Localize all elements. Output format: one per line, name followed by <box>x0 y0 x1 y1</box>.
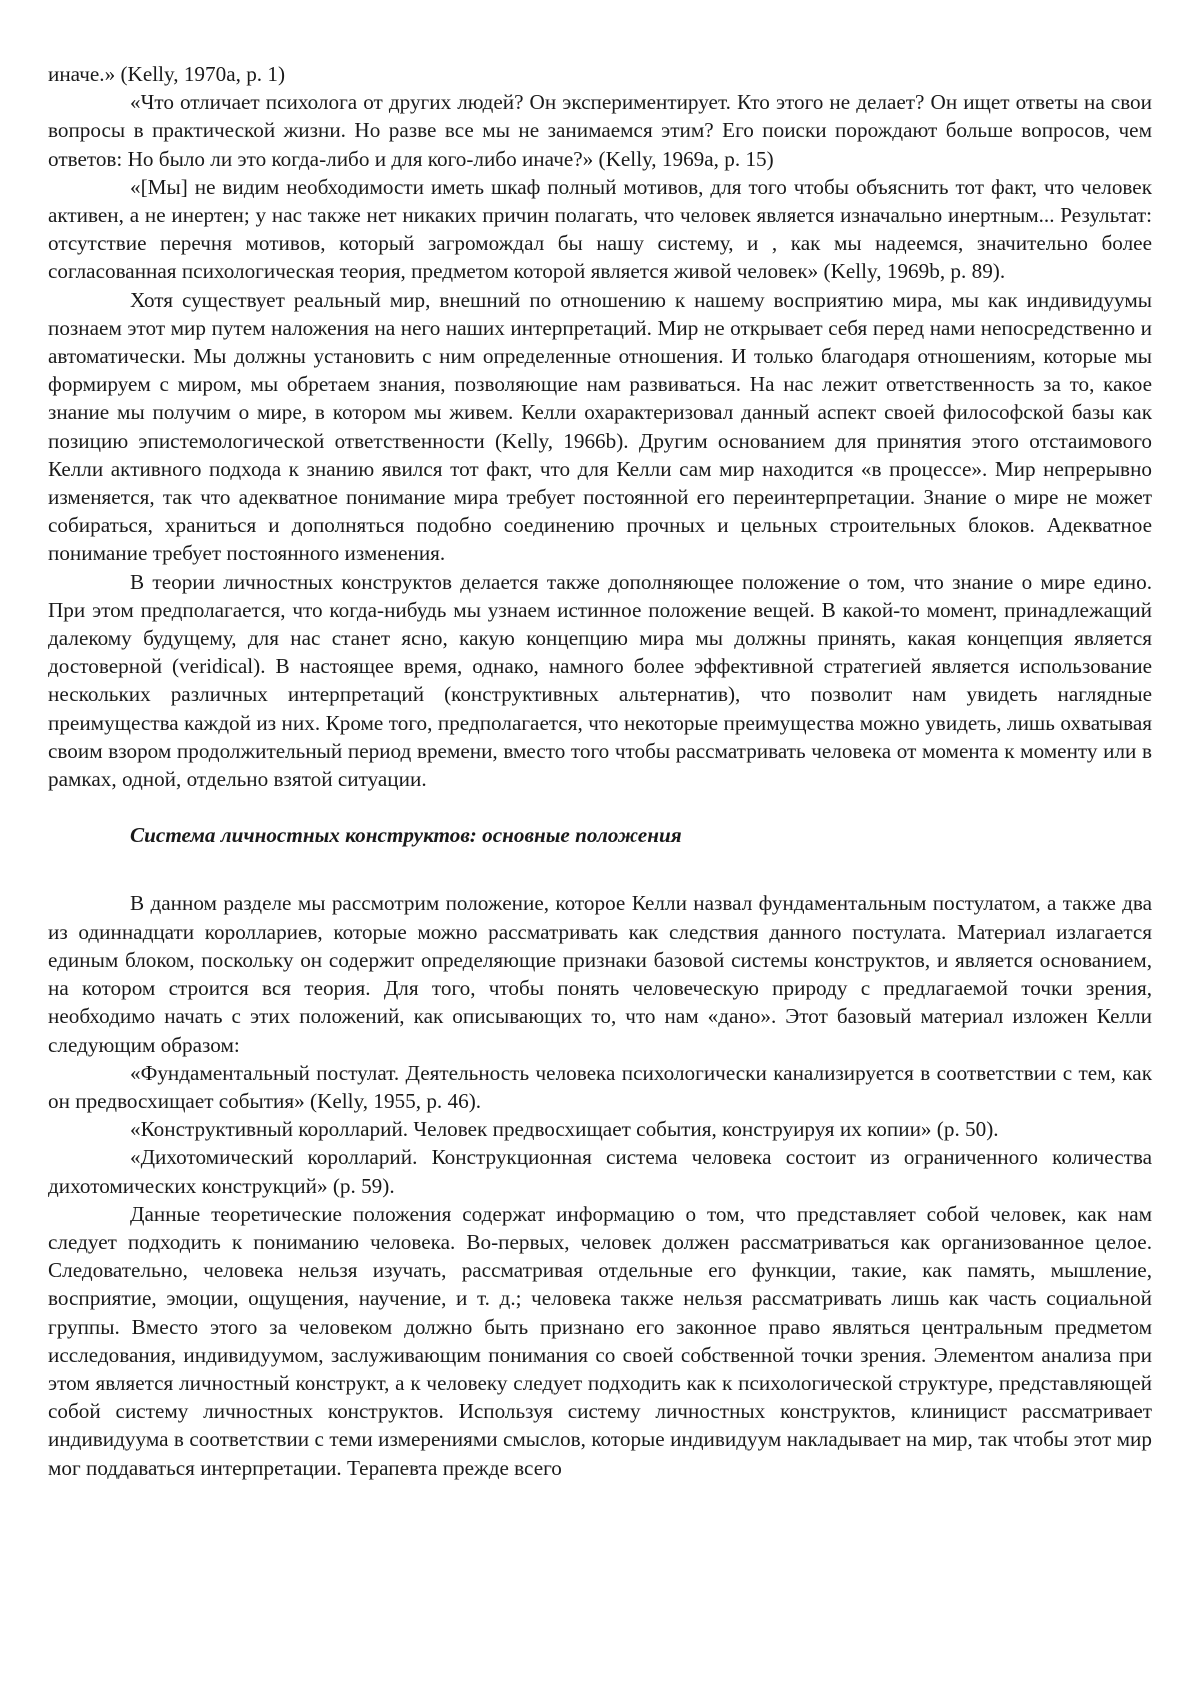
paragraph-theoretical-implications: Данные теоретические положения содержат информацию о том, что представляет собой человек, как нам следует подходить к пониманию человека. Во-первых, человек должен рассматриваться как организованное целое. Следовательно, человека нельзя изучать, рассматривая отдельные его функции, такие, как память, мышление, восприятие, эмоции, ощущения, научение, и т. д.; человека также нельзя рассматривать лишь как часть социальной группы. Вместо этого за человеком должно быть признано его законное право являться центральным предметом исследования, индивидуумом, заслуживающим понимания со своей собственной точки зрения. Элементом анализа при этом является личностный конструкт, а к человеку следует подходить как к психологической структуре, представляющей собой систему личностных конструктов. Используя систему личностных конструктов, клиницист рассматривает индивидуума в соответствии с теми измерениями смыслов, которые индивидуум накладывает на мир, так чтобы этот мир мог поддаваться интерпретации. Терапевта прежде всего <box>48 1201 1152 1480</box>
quote-fundamental-postulate: «Фундаментальный постулат. Деятельность человека психологически канализируется в соответствии с тем, как он предвосхищает события» (Kelly, 1955, p. 46). <box>48 1060 1152 1113</box>
quote-dichotomy-corollary: «Дихотомический королларий. Конструкционная система человека состоит из ограниченного количества дихотомических конструкций» (p. 59). <box>48 1145 1152 1198</box>
quote-kelly-1969a: «Что отличает психолога от других людей? Он экспериментирует. Кто этого не делает? Он ищет ответы на свои вопросы в практической жизни. Но разве все мы не занимаемся этим? Его поиски порождают больше вопросов, чем ответов: Но было ли это когда-либо и для кого-либо иначе?» (Kelly, 1969a, p. 15) <box>48 90 1152 171</box>
paragraph-continuation: иначе.» (Kelly, 1970a, p. 1) <box>48 62 286 86</box>
paragraph-unified-knowledge: В теории личностных конструктов делается также дополняющее положение о том, что знание о мире едино. При этом предполагается, что когда-нибудь мы узнаем истинное положение вещей. В какой-то момент, принадлежащий далекому будущему, для нас станет ясно, какую концепцию мира мы должны принять, какая концепция является достоверной (veridical). В настоящее время, однако, намного более эффективной стратегией является использование нескольких различных интерпретаций (конструктивных альтернатив), что позволит нам увидеть наглядные преимущества каждой из них. Кроме того, предполагается, что некоторые преимущества можно увидеть, лишь охватывая своим взором продолжительный период времени, вместо того чтобы рассматривать человека от момента к моменту или в рамках, одной, отдельно взятой ситуации. <box>48 569 1152 792</box>
quote-kelly-1969b: «[Мы] не видим необходимости иметь шкаф полный мотивов, для того чтобы объяснить тот факт, что человек активен, а не инертен; у нас также нет никаких причин полагать, что человек является изначально инертным... Результат: отсутствие перечня мотивов, который загромождал бы нашу систему, и , как мы надеемся, значительно более согласованная психологическая теория, предметом которой является живой человек» (Kelly, 1969b, p. 89). <box>48 174 1152 284</box>
section-heading: Система личностных конструктов: основные положения <box>130 823 682 848</box>
paragraph-section-intro: В данном разделе мы рассмотрим положение, которое Келли назвал фундаментальным постулатом, а также два из одиннадцати короллариев, которые можно рассматривать как следствия данного постулата. Материал излагается единым блоком, поскольку он содержит определяющие признаки базовой системы конструктов, и является основанием, на котором строится вся теория. Для того, чтобы понять человеческую природу с предлагаемой точки зрения, необходимо начать с этих положений, как описывающих то, что нам «дано». Этот базовый материал изложен Келли следующим образом: <box>48 891 1152 1057</box>
paragraph-epistemology: Хотя существует реальный мир, внешний по отношению к нашему восприятию мира, мы как индивидуумы познаем этот мир путем наложения на него наших интерпретаций. Мир не открывает себя перед нами непосредственно и автоматически. Мы должны установить с ним определенные отношения. И только благодаря отношениям, которые мы формируем с миром, мы обретаем знания, позволяющие нам развиваться. На нас лежит ответственность за то, какое знание мы получим о мире, в котором мы живем. Келли охарактеризовал данный аспект своей философской базы как позицию эпистемологической ответственности (Kelly, 1966b). Другим основанием для принятия этого отстаимового Келли активного подхода к знанию явился тот факт, что для Келли сам мир находится «в процессе». Мир непрерывно изменяется, так что адекватное понимание мира требует постоянной его переинтерпретации. Знание о мире не может собираться, храниться и дополняться подобно соединению прочных и цельных строительных блоков. Адекватное понимание требует постоянного изменения. <box>48 287 1152 566</box>
quote-construction-corollary: «Конструктивный королларий. Человек предвосхищает события, конструируя их копии» (p. 50). <box>130 1117 999 1142</box>
